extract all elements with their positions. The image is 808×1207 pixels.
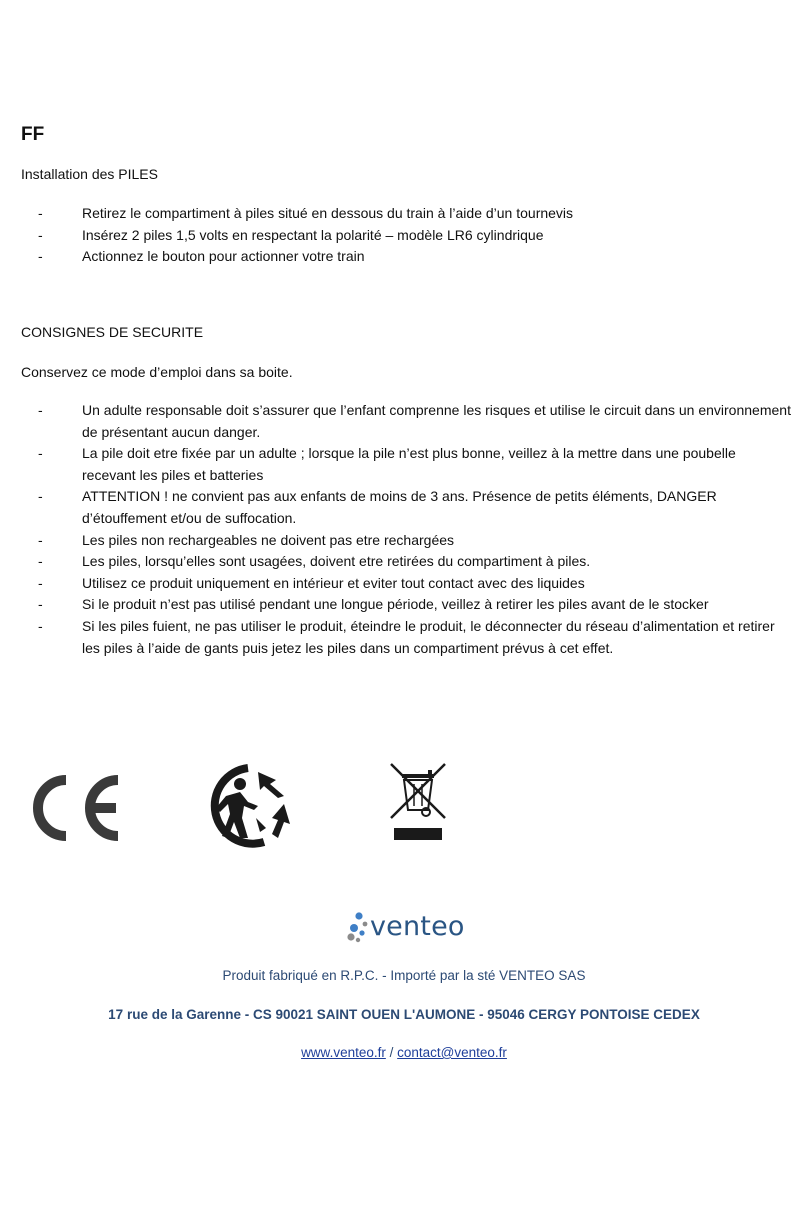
list-item: - Si le produit n’est pas utilisé pendant une longue période, veillez à retirer les piles avant de le stocker xyxy=(21,594,791,616)
triman-recycling-icon xyxy=(204,762,296,850)
list-item: - Si les piles fuient, ne pas utiliser le produit, éteindre le produit, le déconnecter du réseau d’alimentation et retirer les piles à l’aide de gants puis jetez les piles dans un compartiment prévus à cet effet. xyxy=(38,617,775,656)
list-item: - La pile doit etre fixée par un adulte ; lorsque la pile n’est plus bonne, veillez à la mettre dans une poubelle recevant les piles et batteries xyxy=(38,445,736,483)
list-marker: - xyxy=(38,445,43,462)
list-item: - Retirez le compartiment à piles situé en dessous du train à l’aide d’un tournevis xyxy=(21,203,781,225)
contact-links xyxy=(0,1045,808,1060)
regulatory-symbols xyxy=(0,760,808,860)
list-item: - Insérez 2 piles 1,5 volts en respectant la polarité – modèle LR6 cylindrique xyxy=(21,225,781,247)
safety-title: CONSIGNES DE SECURITE xyxy=(21,324,204,340)
list-marker: - xyxy=(38,553,43,570)
list-item: - Les piles, lorsqu’elles sont usagées, doivent etre retirées du compartiment à piles. xyxy=(21,551,791,573)
crossed-out-bin-icon xyxy=(388,760,448,844)
list-marker: - xyxy=(38,402,43,418)
language-code: FF xyxy=(21,124,45,145)
email-link[interactable]: contact@venteo.fr xyxy=(397,1045,507,1060)
installation-steps xyxy=(21,203,781,268)
list-marker: - xyxy=(38,226,43,243)
website-link[interactable]: www.venteo.fr xyxy=(301,1045,386,1060)
company-address: 17 rue de la Garenne - CS 90021 SAINT OUEN L'AUMONE - 95046 CERGY PONTOISE CEDEX xyxy=(108,1007,700,1022)
list-marker: - xyxy=(38,596,43,613)
list-item: - Les piles non rechargeables ne doivent pas etre rechargées xyxy=(21,530,791,552)
link-separator: / xyxy=(389,1045,394,1060)
list-marker: - xyxy=(38,574,43,591)
list-item: - Un adulte responsable doit s’assurer que l’enfant comprenne les risques et utilise le circuit dans un environnement de présentant aucun danger. xyxy=(38,402,791,440)
logo-text: venteo xyxy=(370,910,465,942)
list-item: - Actionnez le bouton pour actionner votre train xyxy=(21,246,781,268)
list-marker: - xyxy=(38,617,43,634)
list-item: - ATTENTION ! ne convient pas aux enfants de moins de 3 ans. Présence de petits éléments, DANGER d’étouffement et/ou de suffocation. xyxy=(38,488,717,526)
list-marker: - xyxy=(38,531,43,548)
safety-intro: Conservez ce mode d’emploi dans sa boite. xyxy=(21,364,293,380)
venteo-dots-icon xyxy=(344,904,370,948)
list-marker: - xyxy=(38,205,43,221)
list-item: - Utilisez ce produit uniquement en intérieur et eviter tout contact avec des liquides xyxy=(21,573,791,595)
list-marker: - xyxy=(38,248,43,265)
origin-statement: Produit fabriqué en R.P.C. - Importé par la sté VENTEO SAS xyxy=(222,968,586,983)
venteo-logo xyxy=(344,904,465,948)
installation-title: Installation des PILES xyxy=(21,166,158,182)
ce-mark-icon xyxy=(22,772,122,844)
list-marker: - xyxy=(38,488,43,505)
safety-items xyxy=(21,400,791,659)
